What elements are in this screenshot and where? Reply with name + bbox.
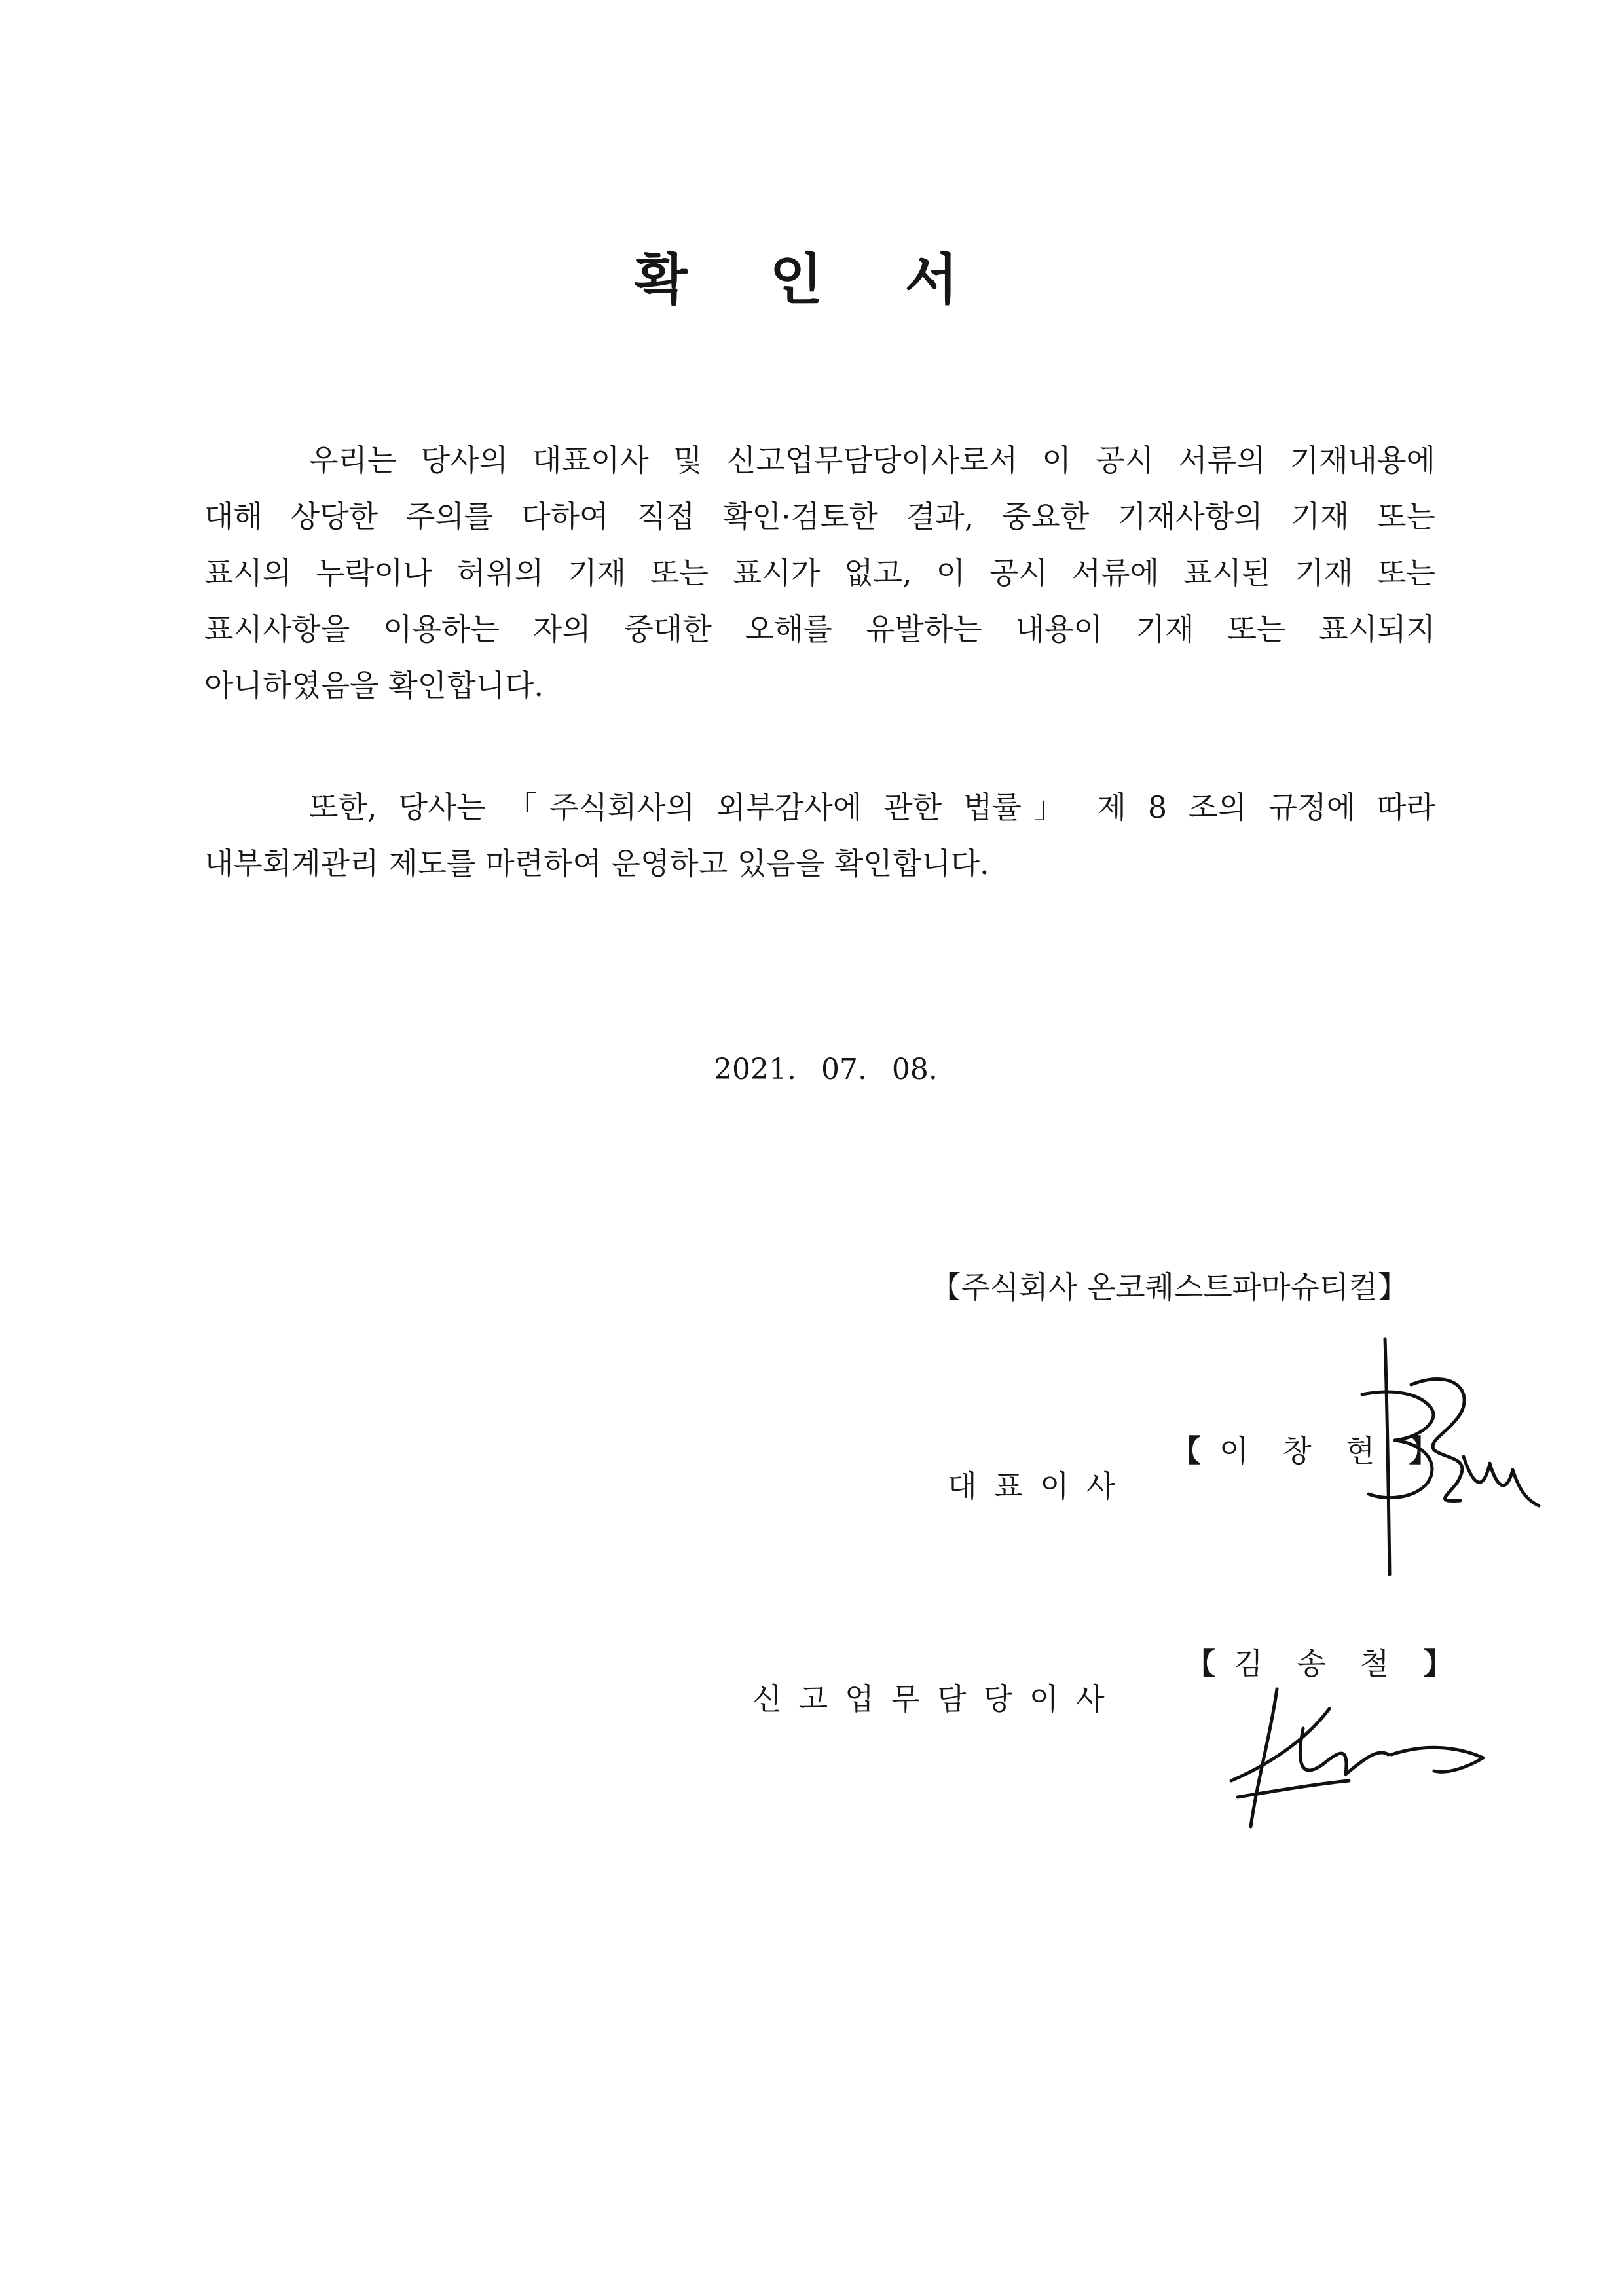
company-name: 【주식회사 온코퀘스트파마슈티컬】	[931, 1269, 1408, 1305]
internal-control-paragraph	[204, 779, 1435, 892]
paragraph-line: 표시의 누락이나 허위의 기재 또는 표시가 없고, 이 공시 서류에 표시된 기재 또는	[204, 555, 1435, 591]
paragraph-line: 우리는 당사의 대표이사 및 신고업무담당이사로서 이 공시 서류의 기재내용에	[309, 443, 1435, 478]
close-bracket: 】	[1423, 1646, 1454, 1681]
signatory-role: 대표이사	[948, 1468, 1132, 1504]
open-bracket: 【	[1185, 1646, 1215, 1681]
signatory-role: 신고업무담당이사	[752, 1681, 1122, 1717]
paragraph-line: 표시사항을 이용하는 자의 중대한 오해를 유발하는 내용이 기재 또는 표시되지	[204, 611, 1435, 647]
signatory-name-text: 이창현	[1219, 1433, 1409, 1468]
document-title: 확 인 서	[635, 247, 989, 312]
paragraph-line: 아니하였음을 확인합니다.	[204, 668, 544, 703]
paragraph-line: 내부회계관리 제도를 마련하여 운영하고 있음을 확인합니다.	[204, 846, 989, 881]
document-date: 2021. 07. 08.	[714, 1053, 938, 1086]
signatory-name-text: 김송철	[1234, 1646, 1424, 1681]
paragraph-line: 또한, 당사는 「주식회사의 외부감사에 관한 법률」 제 8 조의 규정에 따라	[309, 790, 1435, 825]
open-bracket: 【	[1171, 1433, 1201, 1468]
cfo-signature-line	[733, 1640, 1454, 1754]
ceo-handwritten-signature	[1349, 1329, 1545, 1578]
ceo-signature-line	[929, 1427, 1439, 1541]
cfo-handwritten-signature	[1225, 1683, 1486, 1833]
paragraph-line: 대해 상당한 주의를 다하여 직접 확인·검토한 결과, 중요한 기재사항의 기재 또는	[204, 499, 1435, 534]
signatory-name	[1185, 1640, 1453, 1683]
close-bracket: 】	[1409, 1433, 1439, 1468]
confirmation-paragraph	[204, 432, 1435, 714]
